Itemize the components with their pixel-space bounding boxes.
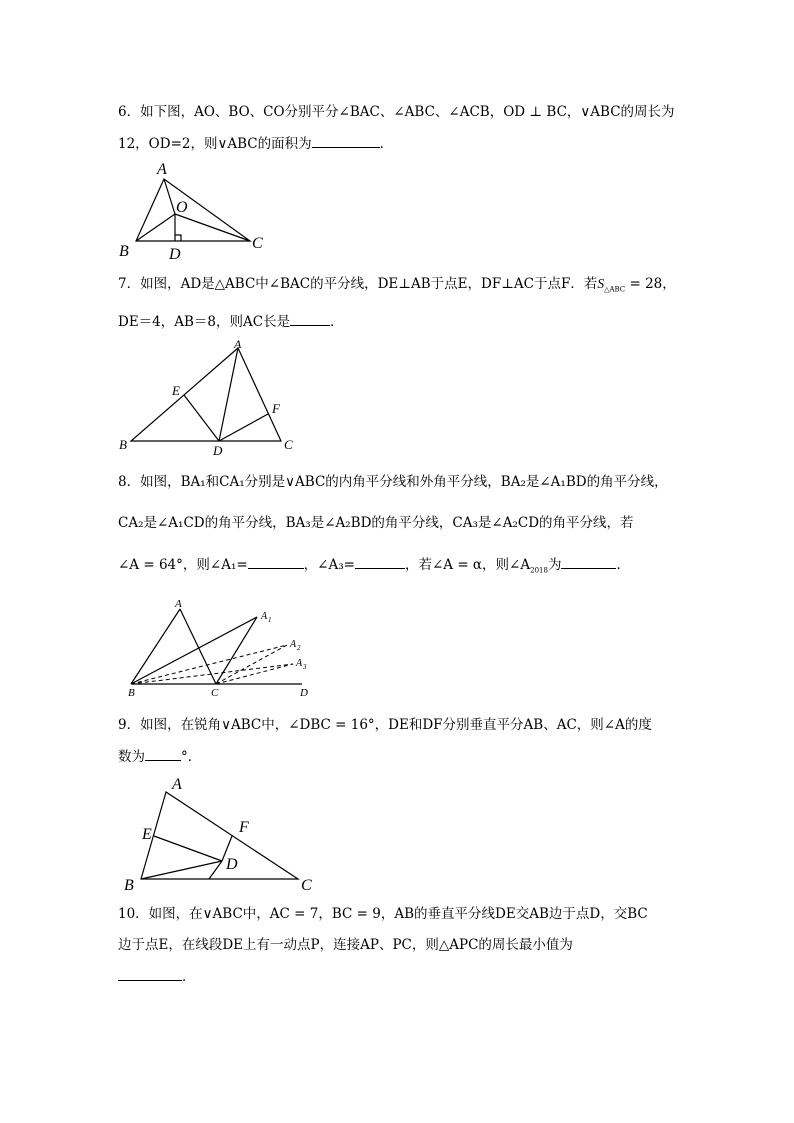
q6-label-c: C — [252, 235, 263, 252]
q8-label-a2-sub: 2 — [297, 644, 301, 652]
q6-text-line2-post: ． — [379, 136, 394, 152]
q8-text-line3-c: ，若∠A = α，则∠A — [404, 557, 531, 573]
q7-label-d: D — [213, 443, 223, 458]
q8-label-a3: A — [296, 658, 303, 669]
q9-text-line2-pre: 数为 — [118, 749, 145, 765]
q8-text-line2: CA₂是∠A₁CD的角平分线，BA₃是∠A₂BD的角平分线，CA₃是∠A₂CD的角平分线，若 — [118, 515, 634, 531]
q8-label-a: A — [175, 598, 182, 610]
q8-text-line3-b: ，∠A₃= — [303, 557, 355, 573]
q10-answer-blank[interactable] — [118, 968, 182, 981]
q9-label-a: A — [172, 776, 182, 793]
q8-label-b: B — [128, 687, 135, 699]
q7-text-line1-post: = 28， — [625, 276, 676, 292]
q7-label-c: C — [284, 437, 293, 452]
q8-text-line3-e: ． — [616, 557, 630, 573]
q7-text-line2-pre: DE＝4，AB＝8，则AC长是 — [118, 314, 291, 330]
q8-text-line3-a: ∠A = 64°，则∠A₁= — [118, 557, 248, 573]
q8-label-a1-sub: 1 — [268, 616, 272, 624]
q6-text-line1: 6．如下图，AO、BO、CO分别平分∠BAC、∠ABC、∠ACB，OD ⊥ BC，∨ABC的周长为 — [118, 104, 675, 120]
q7-label-e: E — [172, 383, 180, 398]
q8-label-a1: A — [261, 611, 268, 622]
q6-label-d: D — [169, 246, 181, 263]
q8-text-line3-d: 为 — [547, 557, 562, 573]
q8-text-line1: 8．如图，BA₁和CA₁分别是∨ABC的内角平分线和外角平分线，BA₂是∠A₁BD的角平分线， — [118, 474, 668, 490]
q10-text-line1: 10．如图，在∨ABC中，AC = 7，BC = 9，AB的垂直平分线DE交AB边于点D，交BC — [118, 906, 648, 922]
q9-line-ed — [154, 836, 222, 861]
q10-text-line3-post: ． — [182, 969, 196, 985]
q7-text-line1-pre: 7．如图，AD是△ABC中∠BAC的平分线，DE⊥AB于点E，DF⊥AC于点F．若 — [118, 276, 598, 292]
q9-line-bd — [141, 861, 222, 879]
q6-label-b: B — [119, 243, 129, 260]
q9-label-d: D — [226, 856, 238, 873]
q9-text-line2-post: °． — [181, 749, 202, 765]
q10-text-line3 — [118, 968, 196, 986]
q9-label-b: B — [124, 877, 134, 894]
q6-label-a: A — [157, 161, 167, 178]
q7-area-subscript: △ABC — [604, 285, 626, 294]
q9-label-e: E — [142, 826, 152, 843]
q8-label-c: C — [211, 687, 219, 699]
q8-label-a3-sub: 3 — [303, 663, 307, 671]
q8-label-a2: A — [290, 639, 297, 650]
q7-label-a: A — [234, 337, 242, 351]
q9-text-line1: 9．如图，在锐角∨ABC中，∠DBC = 16°，DE和DF分别垂直平分AB、AC，则∠A的度 — [118, 717, 652, 733]
q7-area-symbol: S — [597, 276, 605, 291]
q8-label-d: D — [300, 687, 308, 699]
q9-triangle — [141, 792, 298, 879]
q10-text-line2: 边于点E，在线段DE上有一动点P，连接AP、PC，则△APC的周长最小值为 — [118, 937, 573, 953]
q6-label-o: O — [176, 199, 188, 216]
q6-text-line2-pre: 12，OD=2，则∨ABC的面积为 — [118, 136, 312, 152]
q7-label-f: F — [272, 401, 280, 416]
q8-subscript-2018: 2018 — [530, 566, 548, 575]
q9-label-c: C — [301, 877, 312, 894]
q9-label-f: F — [239, 819, 249, 836]
q7-text-line2-post: ． — [330, 314, 344, 330]
q7-label-b: B — [119, 437, 127, 452]
